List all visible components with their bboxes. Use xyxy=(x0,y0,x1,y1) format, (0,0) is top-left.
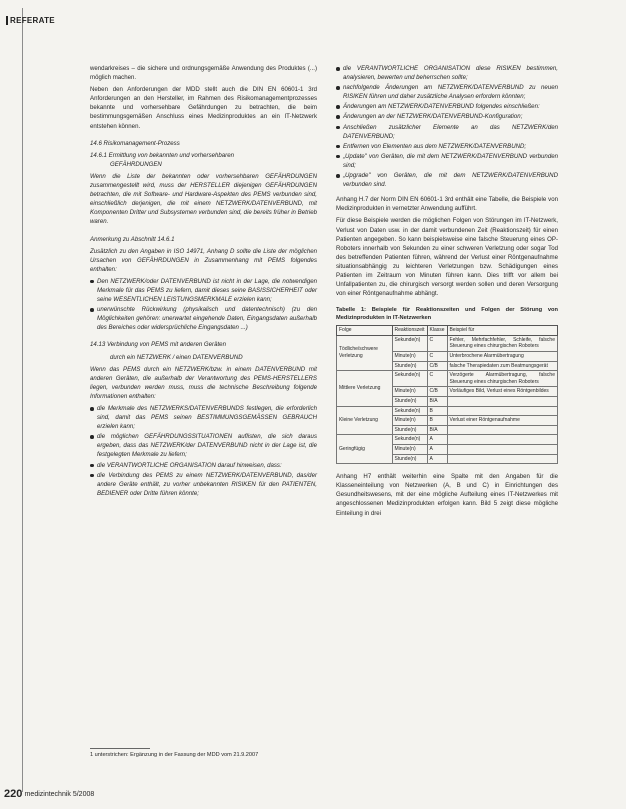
table-row xyxy=(337,335,558,351)
table-cell-consequence: Mittlere Verletzung xyxy=(337,371,393,406)
paragraph: Für diese Beispiele werden die möglichen Folgen von Störungen im IT-Netzwerk, Verlust von Daten usw. in der damit verbundenen Zeit (Reaktionszeit) für einen Patienten angegeben. So kann beispielsweise eine falsche Steuerung eines OP-Roboters innerhalb von Sekunden zu einer schweren Verletzung oder sogar Tod des betreffenden Patienten führen, während der Verlust einer Röntgenaufnahme situationsabhängig zu leichteren Verletzungen bzw. Schädigungen eines Patienten im Zeitraum von Minuten führen kann. Dies trifft vor allem bei Unfallpatienten zu, die chirurgisch versorgt werden sollen und deren Versorgung von einer Röntgenaufnahme abhängt. xyxy=(336,217,558,298)
bullet-item: „Update" von Geräten, die mit dem NETZWERK/DATENVERBUND verbunden sind; xyxy=(336,152,558,170)
table-cell: Sekunde(n) xyxy=(392,435,427,445)
table-cell: Sekunde(n) xyxy=(392,406,427,416)
page-footer xyxy=(4,788,94,800)
table-cell: Fehler, Mehrfachfehler, Schleife, falsche Steuerung eines chirurgischen Roboters xyxy=(447,335,557,351)
bullet-item: Anschließen zusätzlicher Elemente an das NETZWERK/den DATENVERBUND; xyxy=(336,123,558,141)
margin-rule xyxy=(22,8,23,792)
table-cell xyxy=(447,397,557,407)
table-cell: Stunde(n) xyxy=(392,454,427,464)
table-cell xyxy=(447,454,557,464)
table-cell: B xyxy=(427,406,447,416)
table-cell: falsche Therapiedaten zum Beatmungsgerät xyxy=(447,361,557,371)
heading-14-13-cont: durch ein NETZWERK / einen DATENVERBUND xyxy=(110,353,243,361)
bullet-item: die möglichen GEFÄHRDUNGSSITUATIONEN auflisten, die sich daraus ergeben, dass das NETZWERK/der DATENVERBUND nicht in der Lage ist, die festgelegten Merkmale zu liefern; xyxy=(90,432,317,459)
paragraph: Anhang H.7 der Norm DIN EN 60601-1 3rd enthält eine Tabelle, die Beispiele von Medizinprodukten in vernetzter Anwendung aufführt. xyxy=(336,196,558,213)
footnote: 1 unterstrichen: Ergänzung in der Fassung der MDD vom 21.9.2007 xyxy=(90,752,259,758)
table-row xyxy=(337,371,558,387)
paragraph: Neben den Anforderungen der MDD stellt auch die DIN EN 60601-1 3rd Anforderungen an den Hersteller, im Rahmen des Risikomanagementprozesses bekannte und vorhersehbare Gefährdungen zu betrachten, die beim bestimmungsgemäßen Anschluss eines Medizinproduktes an ein IT-Netzwerk entstehen können. xyxy=(90,86,317,130)
table-cell xyxy=(447,444,557,454)
paragraph: Wenn die Liste der bekannten oder vorhersehbaren GEFÄHRDUNGEN zusammengestellt wird, muss der HERSTELLER diejenigen GEFÄHRDUNGEN betrachten, die mit Software- und Hardware-Aspekten des PEMS verbunden sind, einschließlich derjenigen, die mit einem NETZWERK/DATENVERBUND, mit Komponenten Dritter und Subsystemen verbunden sind, die bereits früher in Betrieb waren. xyxy=(90,172,317,226)
table-cell: Stunde(n) xyxy=(392,425,427,435)
bullet-item: nachfolgende Änderungen am NETZWERK/DATENVERBUND zu neuen RISIKEN führen und daher zusätzliche Analysen erfordern könnten; xyxy=(336,83,558,101)
footnote-rule xyxy=(90,748,150,749)
table-row xyxy=(337,406,558,416)
table-cell: A xyxy=(427,444,447,454)
table-row xyxy=(337,435,558,445)
table-cell: Unterbrochene Alarmübertragung xyxy=(447,352,557,362)
table-header: Reaktionszeit xyxy=(392,326,427,336)
table-cell: Stunde(n) xyxy=(392,397,427,407)
bullet-item: Den NETZWERK/oder DATENVERBUND ist nicht in der Lage, die notwendigen Merkmale für das PEMS zu liefern, damit dieses seine BASISSICHERHEIT oder seine WESENTLICHEN LEISTUNGSMERKMALE erzielen kann; xyxy=(90,277,317,304)
table-cell: Minute(n) xyxy=(392,416,427,426)
note-heading: Anmerkung zu Abschnitt 14.6.1 xyxy=(90,235,175,243)
bullet-item: die Verbindung des PEMS zu einem NETZWERK/DATENVERBUND, das/der andere Geräte enthält, zu vorher unbekannten RISIKEN für den PATIENTEN, BEDIENER oder Dritte führen könnte; xyxy=(90,471,317,498)
table-cell-consequence: Tödliche/schwere Verletzung xyxy=(337,335,393,370)
table-cell xyxy=(447,425,557,435)
table-cell xyxy=(447,435,557,445)
table-cell: Sekunde(n) xyxy=(392,371,427,387)
section-tag: REFERATE xyxy=(6,16,55,25)
table-cell: Verzögerte Alarmübertragung, falsche Steuerung eines chirurgischen Roboters xyxy=(447,371,557,387)
bullet-item: Änderungen an der NETZWERK/DATENVERBUND-Konfiguration; xyxy=(336,112,558,121)
bullet-item: „Upgrade" von Geräten, die mit dem NETZWERK/DATENVERBUND verbunden sind. xyxy=(336,171,558,189)
paragraph: Zusätzlich zu den Angaben in ISO 14971, Anhang D sollte die Liste der möglichen Ursachen von GEFÄHRDUNGEN in Zusammenhang mit PEMS folgendes enthalten: xyxy=(90,247,317,273)
table-header: Folge xyxy=(337,326,393,336)
bullet-item: die Merkmale des NETZWERKS/DATENVERBUNDS festlegen, die erforderlich sind, damit das PEMS seinen BESTIMMUNGSGEMÄSSEN GEBRAUCH erzielen kann; xyxy=(90,404,317,431)
paragraph: Wenn das PEMS durch ein NETZWERK/bzw. in einem DATENVERBUND mit anderen Geräten, die außerhalb der Verantwortung des PEMS-HERSTELLERS liegen, verbunden werden muss, muss die technische Beschreibung folgende Informationen enthalten: xyxy=(90,365,317,400)
table-cell: Sekunde(n) xyxy=(392,335,427,351)
table-cell: Minute(n) xyxy=(392,387,427,397)
table-cell: Minute(n) xyxy=(392,444,427,454)
table-cell: Stunde(n) xyxy=(392,361,427,371)
table-cell: Minute(n) xyxy=(392,352,427,362)
table-header: Beispiel für xyxy=(447,326,557,336)
right-column xyxy=(336,64,558,521)
table-cell xyxy=(447,406,557,416)
table-cell: C xyxy=(427,371,447,387)
table-cell: C xyxy=(427,352,447,362)
bullet-item: Änderungen am NETZWERK/DATENVERBUND folgendes einschließen: xyxy=(336,102,558,111)
table-cell: B/A xyxy=(427,425,447,435)
page-number: 220 xyxy=(4,788,23,800)
bullet-item: die VERANTWORTLICHE ORGANISATION darauf hinweisen, dass: xyxy=(90,461,317,470)
table-cell: Verlust einer Röntgenaufnahme xyxy=(447,416,557,426)
table-cell: B/A xyxy=(427,397,447,407)
reaction-time-table xyxy=(336,325,558,464)
heading-14-6: 14.6 Risikomanagement-Prozess xyxy=(90,139,180,147)
table-cell: C xyxy=(427,335,447,351)
table-caption: Tabelle 1: Beispiele für Reaktionszeiten und Folgen der Störung von Medizinprodukten in IT-Netzwerken xyxy=(336,307,558,322)
heading-14-13: 14.13 Verbindung von PEMS mit anderen Geräten xyxy=(90,341,226,349)
table-cell: A xyxy=(427,435,447,445)
table-cell: A xyxy=(427,454,447,464)
magazine-name: medizintechnik 5/2008 xyxy=(24,791,95,798)
table-cell-consequence: Geringfügig xyxy=(337,435,393,464)
paragraph: wendarkreises – die sichere und ordnungsgemäße Anwendung des Produktes (...) möglich machen. xyxy=(90,65,317,82)
table-cell: Vorläufiges Bild, Verlust eines Röntgenbildes xyxy=(447,387,557,397)
table-cell: B xyxy=(427,416,447,426)
table-cell-consequence: Kleine Verletzung xyxy=(337,406,393,435)
bullet-item: die VERANTWORTLICHE ORGANISATION diese RISIKEN bestimmen, analysieren, bewerten und beherrschen sollte; xyxy=(336,64,558,82)
table-cell: C/B xyxy=(427,361,447,371)
table-cell: C/B xyxy=(427,387,447,397)
bullet-item: unerwünschte Rückwirkung (physikalisch und datentechnisch) (zu den Möglichkeiten gehören: unerwartet eingehende Daten, Eingangsdaten außerhalb des Bereiches oder widersprüchliche Eingangsdaten ...) xyxy=(90,305,317,332)
bullet-item: Entfernen von Elementen aus dem NETZWERK/DATENVERBUND; xyxy=(336,142,558,151)
heading-14-6-1-cont: GEFÄHRDUNGEN xyxy=(110,160,162,168)
table-header: Klasse xyxy=(427,326,447,336)
left-column xyxy=(90,64,317,499)
paragraph: Anhang H7 enthält weiterhin eine Spalte mit den Angaben für die Klasseneinteilung von Netzwerken (A, B und C) in Einrichtungen des Gesundheitswesens, mit der eine mögliche Aufteilung eines IT-Netzwerkes mit angeschlossenen Medizinprodukten erfolgen kann. Bild 5 zeigt diese mögliche Einteilung in drei xyxy=(336,473,558,517)
heading-14-6-1: 14.6.1 Ermittlung von bekannten und vorhersehbaren xyxy=(90,151,234,159)
